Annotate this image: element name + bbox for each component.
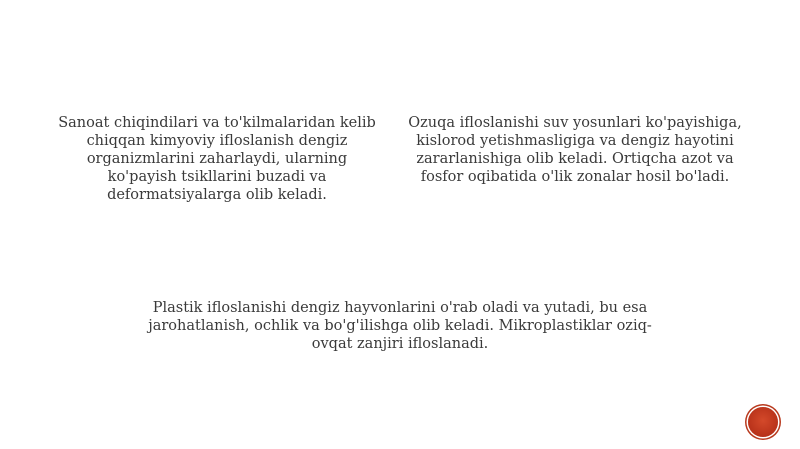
slide-nav-circle-icon[interactable] — [748, 407, 778, 437]
text-block-nutrient-pollution: Ozuqa ifloslanishi suv yosunlari ko'payishiga, kislorod yetishmasligiga va dengiz hayotini zararlanishiga olib keladi. Ortiqcha azot va fosfor oqibatida o'lik zonalar hosil bo'ladi. — [408, 115, 742, 185]
text-block-chemical-pollution: Sanoat chiqindilari va to'kilmalaridan kelib chiqqan kimyoviy ifloslanish dengiz organizmlarini zaharlaydi, ularning ko'payish tsikllarini buzadi va deformatsiyalarga olib keladi. — [58, 115, 376, 203]
text-block-plastic-pollution: Plastik ifloslanishi dengiz hayvonlarini o'rab oladi va yutadi, bu esa jarohatlanish, ochlik va bo'g'ilishga olib keladi. Mikroplastiklar oziq-ovqat zanjiri ifloslanadi. — [148, 300, 652, 352]
